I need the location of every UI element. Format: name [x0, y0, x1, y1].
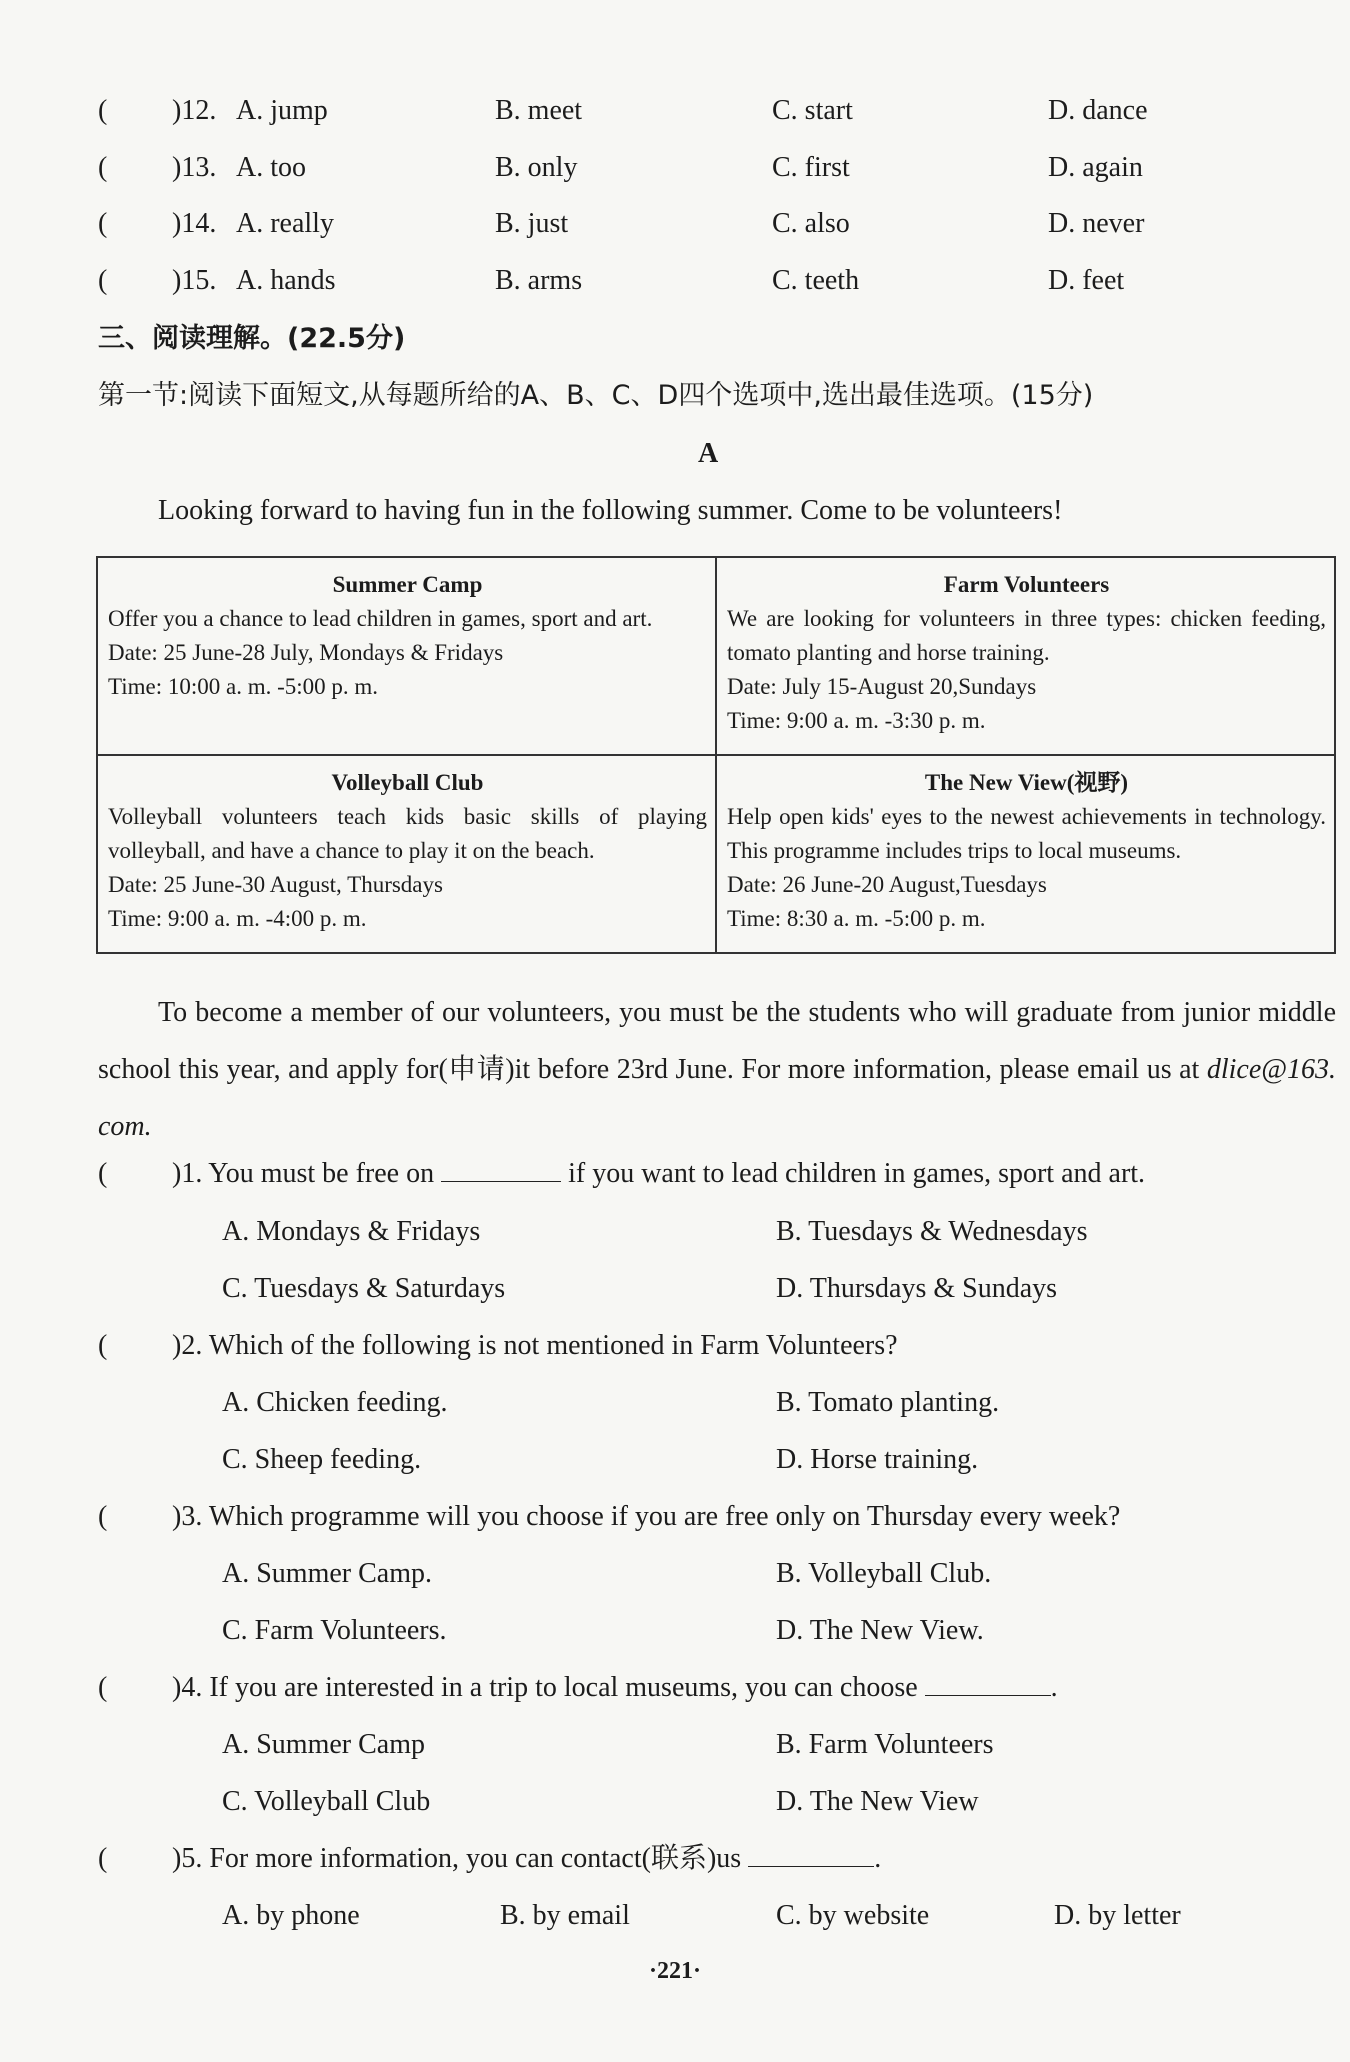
question-number: )12. — [172, 95, 217, 126]
ad-time: Time: 8:30 a. m. -5:00 p. m. — [727, 906, 986, 931]
stem-before: )5. For more information, you can contact(联系)us — [172, 1843, 749, 1874]
option-c: C. first — [772, 152, 850, 183]
question-stem: )2. Which of the following is not mentioned in Farm Volunteers? — [172, 1330, 898, 1361]
ad-date: Date: 26 June-20 August,Tuesdays — [727, 872, 1047, 897]
ad-farm-volunteers — [716, 557, 1335, 755]
ad-volleyball-club — [97, 755, 716, 953]
stem-after: . — [874, 1843, 882, 1874]
option-c: C. Farm Volunteers. — [222, 1615, 447, 1646]
option-c: C. teeth — [772, 265, 860, 296]
option-a: A. too — [236, 152, 306, 183]
closing-paragraph — [98, 984, 1336, 1155]
option-b: B. meet — [495, 95, 583, 126]
question-number: )15. — [172, 265, 217, 296]
ad-time: Time: 9:00 a. m. -4:00 p. m. — [108, 906, 367, 931]
answer-blank — [441, 1157, 561, 1182]
option-a: A. really — [236, 208, 334, 239]
section-one-instruction: 第一节:阅读下面短文,从每题所给的A、B、C、D四个选项中,选出最佳选项。(15分) — [98, 380, 1094, 411]
passage-label: A — [698, 438, 719, 469]
ad-the-new-view — [716, 755, 1335, 953]
option-b: B. Volleyball Club. — [776, 1558, 992, 1589]
ad-date: Date: 25 June-28 July, Mondays & Fridays — [108, 640, 504, 665]
question-stem: )3. Which programme will you choose if you are free only on Thursday every week? — [172, 1501, 1121, 1532]
question-number: )13. — [172, 152, 217, 183]
answer-paren: ( — [98, 152, 108, 183]
answer-paren: ( — [98, 208, 108, 239]
option-b: B. Farm Volunteers — [776, 1729, 994, 1760]
option-d: D. Thursdays & Sundays — [776, 1273, 1058, 1304]
answer-paren: ( — [98, 95, 108, 126]
option-a: A. Mondays & Fridays — [222, 1216, 481, 1247]
answer-paren: ( — [98, 1330, 108, 1361]
option-b: B. only — [495, 152, 578, 183]
answer-blank — [748, 1842, 874, 1867]
stem-before: )1. You must be free on — [172, 1158, 442, 1189]
question-stem — [172, 1671, 1058, 1705]
option-b: B. arms — [495, 265, 583, 296]
option-a: A. Chicken feeding. — [222, 1387, 448, 1418]
ad-title: The New View(视野) — [924, 770, 1129, 795]
option-c: C. also — [772, 208, 850, 239]
ad-title: Summer Camp — [332, 572, 483, 597]
ad-title: Farm Volunteers — [943, 572, 1110, 597]
question-number: )14. — [172, 208, 217, 239]
option-c: C. Tuesdays & Saturdays — [222, 1273, 506, 1304]
ad-body: Volleyball volunteers teach kids basic skills of playing volleyball, and have a chance to play it on the beach. — [108, 804, 707, 863]
ad-time: Time: 10:00 a. m. -5:00 p. m. — [108, 674, 379, 699]
section-three-heading: 三、阅读理解。(22.5分) — [98, 323, 406, 354]
answer-paren: ( — [98, 1843, 108, 1874]
ad-body: Help open kids' eyes to the newest achievements in technology. This programme includes trips to local museums. — [727, 804, 1326, 863]
option-c: C. Sheep feeding. — [222, 1444, 422, 1475]
option-a: A. by phone — [222, 1900, 360, 1931]
stem-after: if you want to lead children in games, sport and art. — [561, 1158, 1146, 1189]
option-d: D. Horse training. — [776, 1444, 979, 1475]
stem-before: )4. If you are interested in a trip to local museums, you can choose — [172, 1672, 925, 1703]
ad-title: Volleyball Club — [331, 770, 484, 795]
option-d: D. dance — [1048, 95, 1148, 126]
option-d: D. by letter — [1054, 1900, 1181, 1931]
option-b: B. just — [495, 208, 569, 239]
answer-paren: ( — [98, 1501, 108, 1532]
ad-summer-camp — [97, 557, 716, 755]
option-c: C. Volleyball Club — [222, 1786, 431, 1817]
stem-after: . — [1050, 1672, 1058, 1703]
closing-text: To become a member of our volunteers, you must be the students who will graduate from junior middle school this year, and apply for(申请)it before 23rd June. For more information, please email us at — [98, 997, 1336, 1085]
option-b: B. Tuesdays & Wednesdays — [776, 1216, 1088, 1247]
option-d: D. never — [1048, 208, 1145, 239]
option-d: D. The New View. — [776, 1615, 984, 1646]
volunteer-ads-table — [96, 556, 1336, 954]
option-d: D. again — [1048, 152, 1143, 183]
answer-paren: ( — [98, 1158, 108, 1189]
option-c: C. start — [772, 95, 853, 126]
page-number: ·221· — [648, 1958, 701, 1984]
contact-email: dlice@163. com. — [98, 1054, 1336, 1142]
ad-date: Date: July 15-August 20,Sundays — [727, 674, 1037, 699]
option-a: A. Summer Camp. — [222, 1558, 432, 1589]
question-stem — [172, 1842, 881, 1876]
option-c: C. by website — [776, 1900, 930, 1931]
question-stem — [172, 1157, 1145, 1191]
option-a: A. jump — [236, 95, 328, 126]
ad-time: Time: 9:00 a. m. -3:30 p. m. — [727, 708, 986, 733]
option-b: B. by email — [500, 1900, 630, 1931]
option-a: A. hands — [236, 265, 336, 296]
ad-date: Date: 25 June-30 August, Thursdays — [108, 872, 443, 897]
ad-body: Offer you a chance to lead children in games, sport and art. — [108, 606, 653, 631]
option-d: D. The New View — [776, 1786, 979, 1817]
option-b: B. Tomato planting. — [776, 1387, 1000, 1418]
intro-line: Looking forward to having fun in the following summer. Come to be volunteers! — [158, 495, 1063, 526]
option-d: D. feet — [1048, 265, 1125, 296]
answer-paren: ( — [98, 1672, 108, 1703]
ad-body: We are looking for volunteers in three types: chicken feeding, tomato planting and horse training. — [727, 606, 1326, 665]
option-a: A. Summer Camp — [222, 1729, 425, 1760]
answer-blank — [925, 1671, 1051, 1696]
answer-paren: ( — [98, 265, 108, 296]
